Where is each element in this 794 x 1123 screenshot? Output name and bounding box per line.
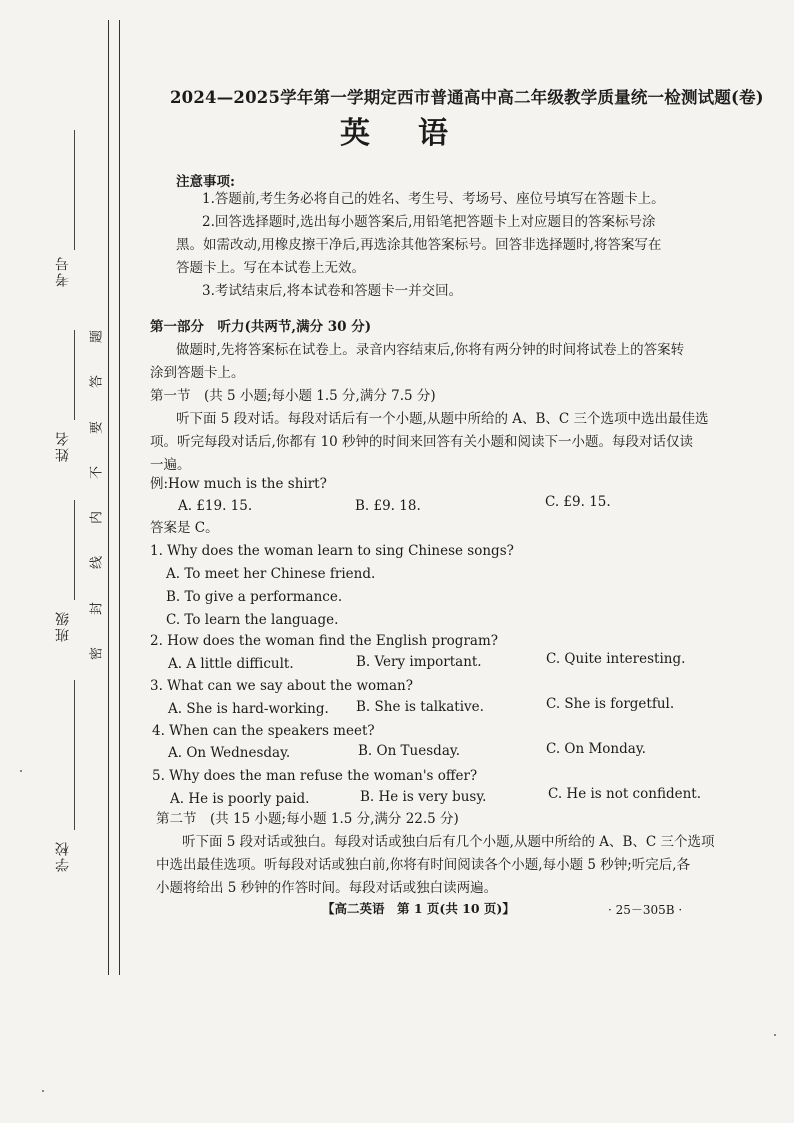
school-label: 学校 [55,840,71,872]
instruction-item-3: 3.考试结束后,将本试卷和答题卡一并交回。 [202,283,463,299]
instruction-item-1: 1.答题前,考生务必将自己的姓名、考生号、考场号、座位号填写在答题卡上。 [202,191,665,207]
part1-intro-line-2: 涂到答题卡上。 [150,365,245,381]
name-blank [74,330,75,420]
example-answer: 答案是 C。 [150,520,219,536]
question-3-option-b: B. She is talkative. [356,699,484,715]
subject-title: 英语 [340,116,496,151]
class-blank [74,500,75,600]
section2-heading: 第二节 (共 15 小题;每小题 1.5 分,满分 22.5 分) [156,811,459,827]
question-2-option-b: B. Very important. [356,654,482,670]
question-2: 2. How does the woman find the English program? [150,633,498,649]
instruction-item-2-line-3: 答题卡上。写在本试卷上无效。 [176,260,365,276]
notice-char: 要 [89,420,105,434]
section2-line-1: 听下面 5 段对话或独白。每段对话或独白后有几个小题,从题中所给的 A、B、C 三个选项 [182,834,715,850]
example-option-b: B. £9. 18. [355,498,421,514]
class-label: 班级 [55,610,71,642]
question-1-option-b: B. To give a performance. [166,589,343,605]
no-answer-zone-notice [90,330,104,660]
example-question: 例:How much is the shirt? [150,476,327,492]
name-label: 姓名 [55,430,71,462]
scan-speck [774,1034,776,1036]
example-option-c: C. £9. 15. [545,494,611,510]
section1-line-1: 听下面 5 段对话。每段对话后有一个小题,从题中所给的 A、B、C 三个选项中选出最佳选 [176,411,709,427]
binding-line-outer [108,20,109,975]
exam-title: 2024—2025学年第一学期定西市普通高中高二年级教学质量统一检测试题(卷) [170,88,764,107]
question-2-option-a: A. A little difficult. [168,656,294,672]
page-info: 【高二英语 第 1 页(共 10 页)】 [322,901,515,916]
binding-line-inner [119,20,120,975]
scan-speck [20,770,22,772]
notice-char: 封 [89,601,105,615]
exam-no-label: 考号 [55,255,71,287]
question-3-option-c: C. She is forgetful. [546,696,675,712]
notice-char: 题 [89,330,105,344]
question-4-option-c: C. On Monday. [546,741,646,757]
scan-speck [42,1090,44,1092]
section2-line-2: 中选出最佳选项。听每段对话或独白前,你将有时间阅读各个小题,每小题 5 秒钟;听完后,各 [156,857,691,873]
part1-intro-line-1: 做题时,先将答案标在试卷上。录音内容结束后,你将有两分钟的时间将试卷上的答案转 [176,342,685,358]
question-1-option-a: A. To meet her Chinese friend. [166,566,376,582]
question-4-option-b: B. On Tuesday. [358,743,460,759]
question-5-option-b: B. He is very busy. [360,789,487,805]
question-1-option-c: C. To learn the language. [166,612,339,628]
question-2-option-c: C. Quite interesting. [546,651,686,667]
part1-heading: 第一部分 听力(共两节,满分 30 分) [150,319,372,335]
paper-code: · 25－305B · [608,903,683,917]
notice-char: 内 [89,511,105,525]
section1-line-2: 项。听完每段对话后,你都有 10 秒钟的时间来回答有关小题和阅读下一小题。每段对话仅读 [150,434,694,450]
notice-char: 线 [89,556,105,570]
example-option-a: A. £19. 15. [178,498,253,514]
exam-no-blank [74,130,75,250]
section1-heading: 第一节 (共 5 小题;每小题 1.5 分,满分 7.5 分) [150,388,436,404]
section2-line-3: 小题将给出 5 秒钟的作答时间。每段对话或独白读两遍。 [156,880,498,896]
question-5-option-c: C. He is not confident. [548,786,701,802]
question-3: 3. What can we say about the woman? [150,678,413,694]
question-1: 1. Why does the woman learn to sing Chinese songs? [150,543,514,559]
question-5-option-a: A. He is poorly paid. [170,791,310,807]
instructions-heading: 注意事项: [176,174,235,190]
section1-line-3: 一遍。 [150,457,191,473]
notice-char: 不 [89,465,105,479]
school-blank [74,680,75,830]
question-4: 4. When can the speakers meet? [152,723,375,739]
notice-char: 密 [89,646,105,660]
instruction-item-2-line-2: 黑。如需改动,用橡皮擦干净后,再选涂其他答案标号。回答非选择题时,将答案写在 [176,237,662,253]
notice-char: 答 [89,375,105,389]
question-5: 5. Why does the man refuse the woman's offer? [152,768,478,784]
instruction-item-2-line-1: 2.回答选择题时,选出每小题答案后,用铅笔把答题卡上对应题目的答案标号涂 [202,214,656,230]
question-3-option-a: A. She is hard-working. [168,701,329,717]
question-4-option-a: A. On Wednesday. [168,745,291,761]
